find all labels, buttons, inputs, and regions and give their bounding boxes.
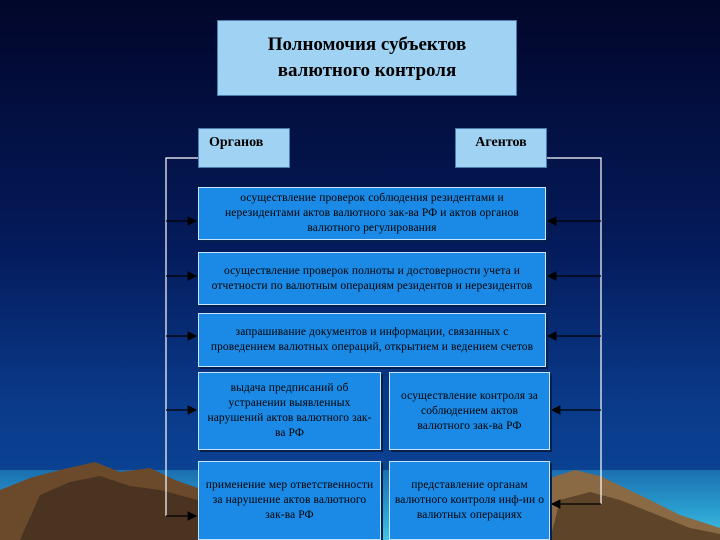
organs-header: Органов (198, 128, 290, 168)
power-box-issue-orders: выдача предписаний об устранении выявленных нарушений актов валютного зак-ва РФ (198, 372, 381, 450)
power-box-apply-liability: применение мер ответственности за нарушение актов валютного зак-ва РФ (198, 461, 381, 540)
power-box-checks-compliance: осуществление проверок соблюдения резидентами и нерезидентами актов валютного зак-ва РФ и актов органов валютного регулирования (198, 187, 546, 240)
diagram-title: Полномочия субъектов валютного контроля (217, 20, 517, 96)
agents-header: Агентов (455, 128, 547, 168)
right-bracket-line (547, 158, 601, 504)
power-box-provide-information: представление органам валютного контроля инф-ии о валютных операциях (389, 461, 550, 540)
power-box-checks-accounting: осуществление проверок полноты и достоверности учета и отчетности по валютным операциям резидентов и нерезидентов (198, 252, 546, 305)
left-bracket-line (166, 158, 198, 516)
power-box-request-documents: запрашивание документов и информации, связанных с проведением валютных операций, открытием и ведением счетов (198, 313, 546, 367)
power-box-control-compliance: осуществление контроля за соблюдением актов валютного зак-ва РФ (389, 372, 550, 450)
